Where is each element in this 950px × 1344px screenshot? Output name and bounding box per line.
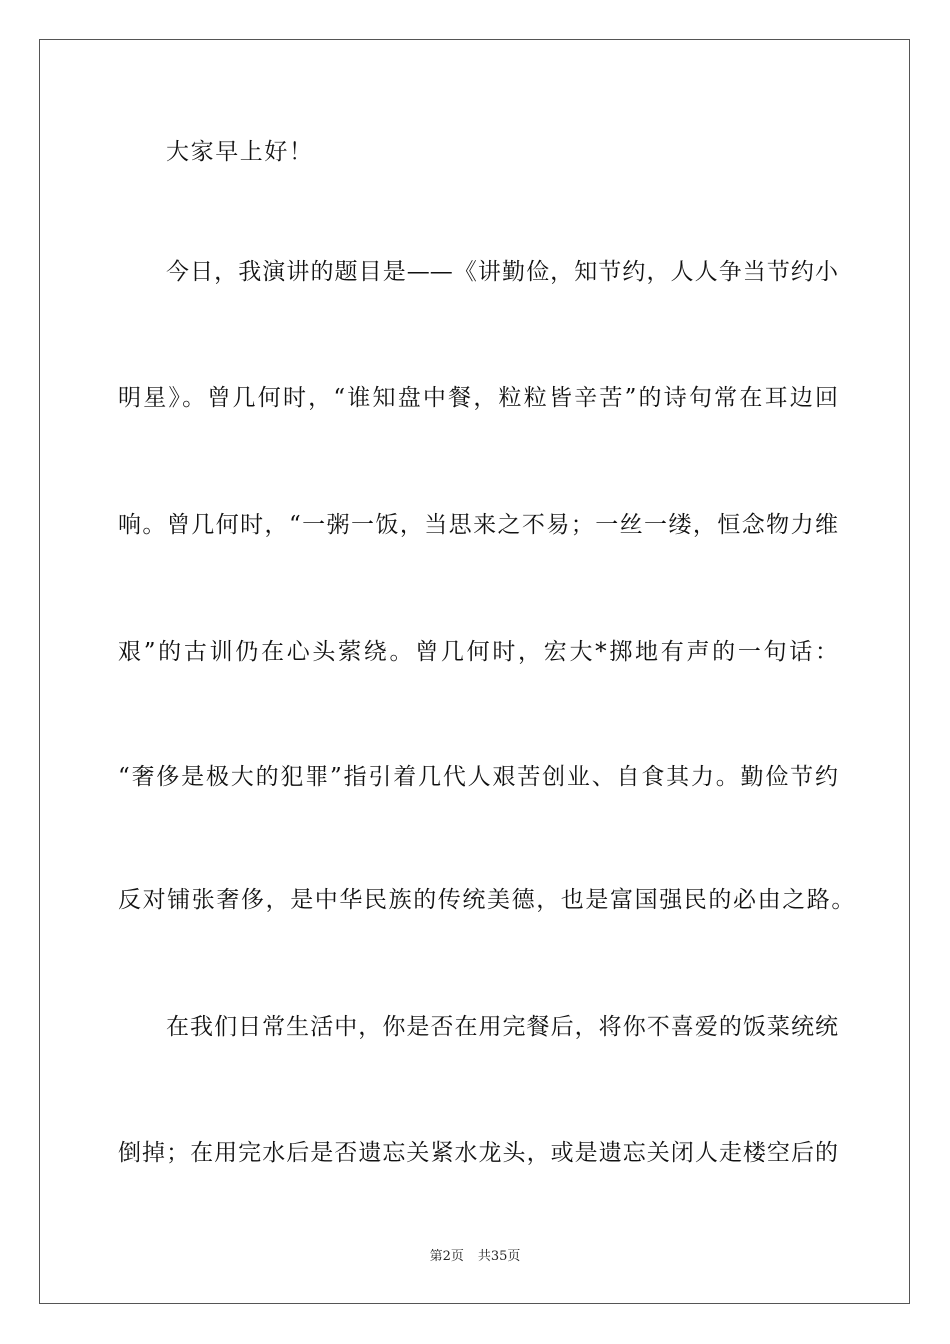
paragraph-line: 反对铺张奢侈，是中华民族的传统美德，也是富国强民的必由之路。 xyxy=(118,887,856,913)
page-border xyxy=(39,39,910,1304)
paragraph-line: 艰”的古训仍在心头萦绕。曾几何时，宏大*掷地有声的一句话： xyxy=(118,639,838,665)
page-total: 共35页 xyxy=(477,1249,521,1264)
page-number: 第2页 xyxy=(429,1249,464,1264)
page-footer xyxy=(0,1248,950,1266)
paragraph-line: 明星》。曾几何时，“谁知盘中餐，粒粒皆辛苦”的诗句常在耳边回 xyxy=(118,385,838,411)
paragraph-line: 在我们日常生活中，你是否在用完餐后，将你不喜爱的饭菜统统 xyxy=(166,1014,838,1040)
greeting-line: 大家早上好！ xyxy=(166,139,314,165)
paragraph-line: 响。曾几何时，“一粥一饭，当思来之不易；一丝一缕，恒念物力维 xyxy=(118,512,838,538)
paragraph-line: “奢侈是极大的犯罪”指引着几代人艰苦创业、自食其力。勤俭节约 xyxy=(118,764,838,790)
paragraph-line: 今日，我演讲的题目是——《讲勤俭，知节约，人人争当节约小 xyxy=(166,259,838,285)
paragraph-line: 倒掉；在用完水后是否遗忘关紧水龙头，或是遗忘关闭人走楼空后的 xyxy=(118,1140,838,1166)
